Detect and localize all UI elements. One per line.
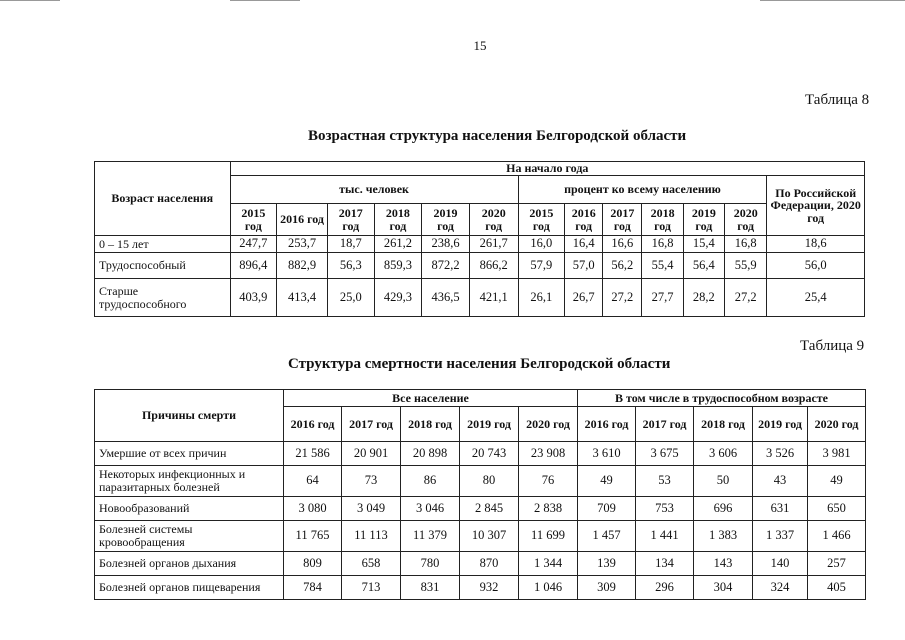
cell-value: 16,8	[642, 236, 683, 253]
cell-value: 15,4	[683, 236, 724, 253]
header-working-age: В том числе в трудоспособном возрасте	[578, 390, 866, 407]
year-header: 2016 год	[277, 204, 328, 236]
cell-value: 405	[808, 576, 866, 600]
year-header: 2020 год	[519, 407, 578, 442]
row-label: Болезней органов пищеварения	[95, 576, 284, 600]
row-label: Болезней органов дыхания	[95, 552, 284, 576]
cell-value: 257	[808, 552, 866, 576]
cell-value: 866,2	[469, 253, 518, 279]
cell-value: 11 765	[284, 521, 342, 552]
cell-value: 1 441	[636, 521, 694, 552]
year-header: 2020 год	[725, 204, 767, 236]
cell-value: 56,2	[603, 253, 642, 279]
cell-value: 26,1	[518, 279, 565, 317]
cell-value: 3 046	[401, 497, 460, 521]
cell-value: 403,9	[230, 279, 277, 317]
cell-value: 3 610	[578, 442, 636, 466]
cell-value: 27,2	[725, 279, 767, 317]
cell-value: 18,7	[327, 236, 374, 253]
cell-value: 1 466	[808, 521, 866, 552]
year-header: 2018 год	[694, 407, 753, 442]
cell-value: 11 379	[401, 521, 460, 552]
cell-value: 23 908	[519, 442, 578, 466]
row-label: 0 – 15 лет	[95, 236, 231, 253]
cell-value: 20 898	[401, 442, 460, 466]
cell-value: 18,6	[767, 236, 865, 253]
cell-value: 3 675	[636, 442, 694, 466]
table-row	[95, 576, 866, 600]
cell-value: 713	[342, 576, 401, 600]
scan-edge-line	[0, 0, 60, 1]
scan-edge-line	[760, 0, 905, 1]
cell-value: 139	[578, 552, 636, 576]
cell-value: 49	[808, 466, 866, 497]
cell-value: 2 845	[460, 497, 519, 521]
cell-value: 56,3	[327, 253, 374, 279]
cell-value: 28,2	[683, 279, 724, 317]
cell-value: 882,9	[277, 253, 328, 279]
cell-value: 859,3	[374, 253, 422, 279]
header-russian-federation: По Российской Федерации, 2020 год	[767, 176, 865, 236]
cell-value: 1 383	[694, 521, 753, 552]
year-header: 2018 год	[374, 204, 422, 236]
row-label: Трудоспособный	[95, 253, 231, 279]
header-start-of-year: На начало года	[230, 162, 864, 176]
year-header: 2017 год	[327, 204, 374, 236]
cell-value: 784	[284, 576, 342, 600]
year-header: 2016 год	[565, 204, 603, 236]
cell-value: 429,3	[374, 279, 422, 317]
year-header: 2019 год	[460, 407, 519, 442]
cell-value: 56,4	[683, 253, 724, 279]
header-all-population: Все население	[284, 390, 578, 407]
cell-value: 27,7	[642, 279, 683, 317]
cell-value: 26,7	[565, 279, 603, 317]
scan-edge-line	[230, 0, 300, 1]
cell-value: 1 344	[519, 552, 578, 576]
header-age: Возраст населения	[95, 162, 231, 236]
cell-value: 56,0	[767, 253, 865, 279]
cell-value: 709	[578, 497, 636, 521]
cell-value: 134	[636, 552, 694, 576]
cell-value: 140	[753, 552, 808, 576]
cell-value: 309	[578, 576, 636, 600]
table-row	[95, 521, 866, 552]
table-row	[95, 279, 865, 317]
cell-value: 436,5	[422, 279, 470, 317]
cell-value: 80	[460, 466, 519, 497]
cell-value: 831	[401, 576, 460, 600]
cell-value: 753	[636, 497, 694, 521]
cell-value: 896,4	[230, 253, 277, 279]
header-cause: Причины смерти	[95, 390, 284, 442]
cell-value: 27,2	[603, 279, 642, 317]
cell-value: 3 080	[284, 497, 342, 521]
year-header: 2019 год	[753, 407, 808, 442]
cell-value: 421,1	[469, 279, 518, 317]
year-header: 2015 год	[230, 204, 277, 236]
cell-value: 53	[636, 466, 694, 497]
year-header: 2016 год	[284, 407, 342, 442]
cell-value: 3 981	[808, 442, 866, 466]
cell-value: 296	[636, 576, 694, 600]
cell-value: 86	[401, 466, 460, 497]
cell-value: 872,2	[422, 253, 470, 279]
cell-value: 809	[284, 552, 342, 576]
cell-value: 55,9	[725, 253, 767, 279]
cell-value: 2 838	[519, 497, 578, 521]
cell-value: 3 049	[342, 497, 401, 521]
header-thousand-people: тыс. человек	[230, 176, 518, 204]
year-header: 2019 год	[683, 204, 724, 236]
table8-title: Возрастная структура населения Белгородской области	[308, 128, 687, 144]
table9-caption: Таблица 9	[800, 338, 865, 354]
header-percent-population: процент ко всему населению	[518, 176, 767, 204]
cell-value: 76	[519, 466, 578, 497]
cell-value: 780	[401, 552, 460, 576]
cell-value: 11 699	[519, 521, 578, 552]
cell-value: 696	[694, 497, 753, 521]
cell-value: 1 457	[578, 521, 636, 552]
year-header: 2020 год	[469, 204, 518, 236]
cell-value: 3 606	[694, 442, 753, 466]
cell-value: 3 526	[753, 442, 808, 466]
table-row	[95, 497, 866, 521]
row-label: Новообразований	[95, 497, 284, 521]
cell-value: 25,0	[327, 279, 374, 317]
cell-value: 658	[342, 552, 401, 576]
cell-value: 413,4	[277, 279, 328, 317]
cell-value: 631	[753, 497, 808, 521]
cell-value: 238,6	[422, 236, 470, 253]
cell-value: 870	[460, 552, 519, 576]
row-label: Умершие от всех причин	[95, 442, 284, 466]
cell-value: 261,2	[374, 236, 422, 253]
cell-value: 57,9	[518, 253, 565, 279]
cell-value: 16,4	[565, 236, 603, 253]
cell-value: 11 113	[342, 521, 401, 552]
cell-value: 10 307	[460, 521, 519, 552]
cell-value: 261,7	[469, 236, 518, 253]
cell-value: 43	[753, 466, 808, 497]
table-row	[95, 236, 865, 253]
cell-value: 247,7	[230, 236, 277, 253]
cell-value: 21 586	[284, 442, 342, 466]
row-label: Старше трудоспособного	[95, 279, 231, 317]
cell-value: 1 337	[753, 521, 808, 552]
cell-value: 25,4	[767, 279, 865, 317]
table-row	[95, 442, 866, 466]
age-structure-table	[94, 161, 865, 317]
row-label: Некоторых инфекционных и паразитарных болезней	[95, 466, 284, 497]
year-header: 2017 год	[636, 407, 694, 442]
cell-value: 650	[808, 497, 866, 521]
year-header: 2018 год	[642, 204, 683, 236]
row-label: Болезней системы кровообращения	[95, 521, 284, 552]
cell-value: 73	[342, 466, 401, 497]
cell-value: 50	[694, 466, 753, 497]
cell-value: 55,4	[642, 253, 683, 279]
cell-value: 49	[578, 466, 636, 497]
year-header: 2016 год	[578, 407, 636, 442]
table-row	[95, 253, 865, 279]
cell-value: 20 743	[460, 442, 519, 466]
year-header: 2017 год	[603, 204, 642, 236]
year-header: 2020 год	[808, 407, 866, 442]
cell-value: 1 046	[519, 576, 578, 600]
table9-title: Структура смертности населения Белгородской области	[288, 356, 671, 372]
year-header: 2018 год	[401, 407, 460, 442]
mortality-structure-table	[94, 389, 866, 600]
table-row	[95, 466, 866, 497]
year-header: 2015 год	[518, 204, 565, 236]
cell-value: 16,0	[518, 236, 565, 253]
cell-value: 57,0	[565, 253, 603, 279]
cell-value: 304	[694, 576, 753, 600]
cell-value: 324	[753, 576, 808, 600]
cell-value: 16,6	[603, 236, 642, 253]
cell-value: 20 901	[342, 442, 401, 466]
cell-value: 143	[694, 552, 753, 576]
cell-value: 253,7	[277, 236, 328, 253]
year-header: 2017 год	[342, 407, 401, 442]
cell-value: 64	[284, 466, 342, 497]
table8-caption: Таблица 8	[805, 92, 870, 108]
year-header: 2019 год	[422, 204, 470, 236]
cell-value: 932	[460, 576, 519, 600]
page-number: 15	[473, 38, 487, 53]
cell-value: 16,8	[725, 236, 767, 253]
table-row	[95, 552, 866, 576]
